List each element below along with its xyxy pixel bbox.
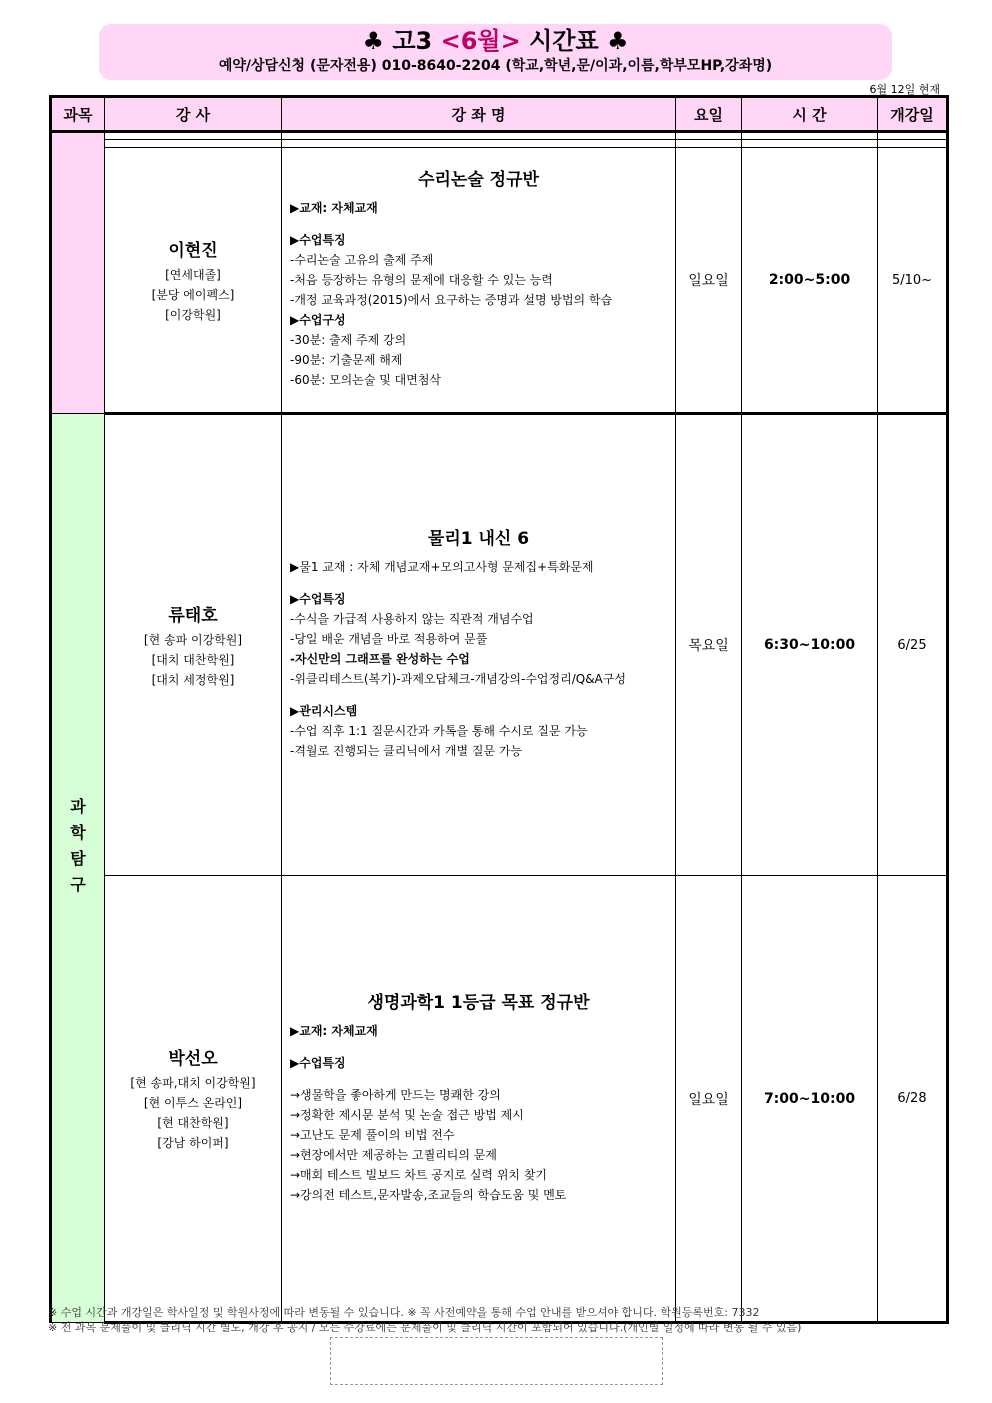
course-line: →고난도 문제 풀이의 비법 전수 — [290, 1127, 455, 1142]
class-time: 7:00~10:00 — [742, 876, 878, 1323]
teacher-affiliation: [이강학원] — [165, 307, 221, 322]
course-line: -개정 교육과정(2015)에서 요구하는 증명과 설명 방법의 학습 — [290, 293, 613, 307]
course-line: -30분: 출제 주제 강의 — [290, 333, 407, 347]
class-day: 목요일 — [676, 414, 742, 876]
title-month: <6월> — [440, 27, 521, 55]
col-day: 요일 — [676, 97, 742, 132]
course-line: -처음 등장하는 유형의 문제에 대응할 수 있는 능력 — [290, 273, 553, 287]
course-line: →매회 테스트 빌보드 차트 공지로 실력 위치 찾기 — [290, 1167, 548, 1182]
course-line: ▶수업특징 — [290, 592, 346, 606]
course-line: ▶관리시스템 — [290, 704, 358, 718]
col-open-date: 개강일 — [878, 97, 948, 132]
course-line: -위클리테스트(복기)-과제오답체크-개념강의-수업정리/Q&A구성 — [290, 672, 626, 686]
course-line: -격월로 진행되는 클리닉에서 개별 질문 가능 — [290, 744, 523, 758]
spacer — [290, 577, 667, 589]
category-label: 과학탐구 — [70, 797, 86, 894]
col-time: 시 간 — [742, 97, 878, 132]
course-line: -수리논술 고유의 출제 주제 — [290, 253, 434, 267]
footnote-1: ※ 수업 시간과 개강일은 학사일정 및 학원사정에 따라 변동될 수 있습니다. ※ 꼭 사전예약을 통해 수업 안내를 받으셔야 합니다. 학원등록번호: 7332 — [48, 1306, 760, 1319]
teacher-affiliation: [강남 하이퍼] — [157, 1136, 229, 1150]
open-date: 6/25 — [878, 414, 948, 876]
teacher-affiliation: [현 대찬학원] — [157, 1116, 229, 1130]
teacher-cell — [105, 148, 282, 414]
course-title: 물리1 내신 6 — [427, 529, 530, 549]
course-line: -수업 직후 1:1 질문시간과 카톡을 통해 수시로 질문 가능 — [290, 724, 588, 738]
course-line: -당일 배운 개념을 바로 적용하여 문풀 — [290, 632, 488, 646]
spacer — [290, 689, 667, 701]
teacher-affiliation: [연세대졸] — [165, 267, 221, 282]
course-line: ▶수업특징 — [290, 1055, 346, 1070]
category-cell — [51, 132, 105, 414]
course-line: -수식을 가급적 사용하지 않는 직관적 개념수업 — [290, 612, 534, 626]
course-cell — [282, 876, 676, 1323]
teacher-affiliation: [현 송파,대치 이강학원] — [130, 1076, 256, 1090]
spacer — [290, 1073, 667, 1085]
teacher-affiliation: [대치 세정학원] — [151, 672, 235, 687]
course-line: →생물학을 좋아하게 만드는 명쾌한 강의 — [290, 1087, 501, 1102]
course-line: -90분: 기출문제 해제 — [290, 353, 403, 367]
open-date: 6/28 — [878, 876, 948, 1323]
title-suffix: 시간표 ♣ — [520, 27, 629, 55]
col-teacher: 강 사 — [105, 97, 282, 132]
course-title: 생명과학1 1등급 목표 정규반 — [367, 992, 590, 1013]
course-line: →강의전 테스트,문자발송,조교들의 학습도움 및 멘토 — [290, 1187, 567, 1202]
class-day: 일요일 — [676, 876, 742, 1323]
header-row — [51, 97, 948, 132]
spacer — [290, 218, 667, 230]
class-day: 일요일 — [676, 148, 742, 414]
course-cell — [282, 148, 676, 414]
col-subject: 과목 — [51, 97, 105, 132]
course-line: -60분: 모의논술 및 대면첨삭 — [290, 373, 442, 387]
schedule-row — [51, 414, 948, 876]
course-line: →정확한 제시문 분석 및 논술 접근 방법 제시 — [290, 1107, 524, 1122]
col-course: 강 좌 명 — [282, 97, 676, 132]
contact-subtitle: 예약/상담신청 (문자전용) 010-8640-2204 (학교,학년,문/이과,이름,학부모HP,강좌명) — [218, 58, 773, 74]
title-banner — [99, 24, 892, 80]
footnotes — [48, 1305, 801, 1335]
course-title: 수리논술 정규반 — [418, 170, 539, 190]
teacher-name: 이현진 — [168, 240, 218, 261]
class-time: 6:30~10:00 — [742, 414, 878, 876]
course-line: ▶수업특징 — [290, 233, 346, 247]
course-cell — [282, 414, 676, 876]
schedule-table — [49, 95, 949, 1324]
teacher-affiliation: [현 송파 이강학원] — [143, 632, 243, 647]
course-line: ▶교재: 자체교재 — [290, 201, 378, 215]
teacher-name: 박선오 — [168, 1049, 218, 1069]
course-line: ▶수업구성 — [290, 313, 346, 327]
teacher-name: 류태호 — [168, 605, 218, 626]
category-cell — [51, 414, 105, 1323]
open-date: 5/10~ — [878, 148, 948, 414]
teacher-affiliation: [분당 에이펙스] — [151, 287, 235, 302]
course-line: -자신만의 그래프를 완성하는 수업 — [290, 652, 470, 666]
schedule-row — [51, 876, 948, 1323]
title-prefix: ♣ 고3 — [362, 27, 441, 55]
teacher-affiliation: [대치 대찬학원] — [151, 652, 235, 667]
spacer — [290, 1041, 667, 1053]
course-line: ▶물1 교재 : 자체 개념교재+모의고사형 문제집+특화문제 — [290, 560, 594, 574]
as-of-date: 6월 12일 현재 — [869, 83, 940, 96]
course-line: →현장에서만 제공하는 고퀄리티의 문제 — [290, 1147, 497, 1162]
class-time: 2:00~5:00 — [742, 148, 878, 414]
page-title — [99, 26, 892, 56]
footnote-2: ※ 전 과목 문제풀이 및 클리닉 시간 별도, 개강 후 공지 / 모든 수강료에는 문제풀이 및 클리닉 시간이 포함되어 있습니다.(개인별 일정에 따라 변동 될 수 있음) — [48, 1321, 802, 1334]
course-line: ▶교재: 자체교재 — [290, 1023, 378, 1038]
teacher-affiliation: [현 이투스 온라인] — [143, 1096, 243, 1110]
schedule-row — [51, 148, 948, 414]
teacher-cell — [105, 876, 282, 1323]
empty-box — [330, 1337, 663, 1385]
teacher-cell — [105, 414, 282, 876]
